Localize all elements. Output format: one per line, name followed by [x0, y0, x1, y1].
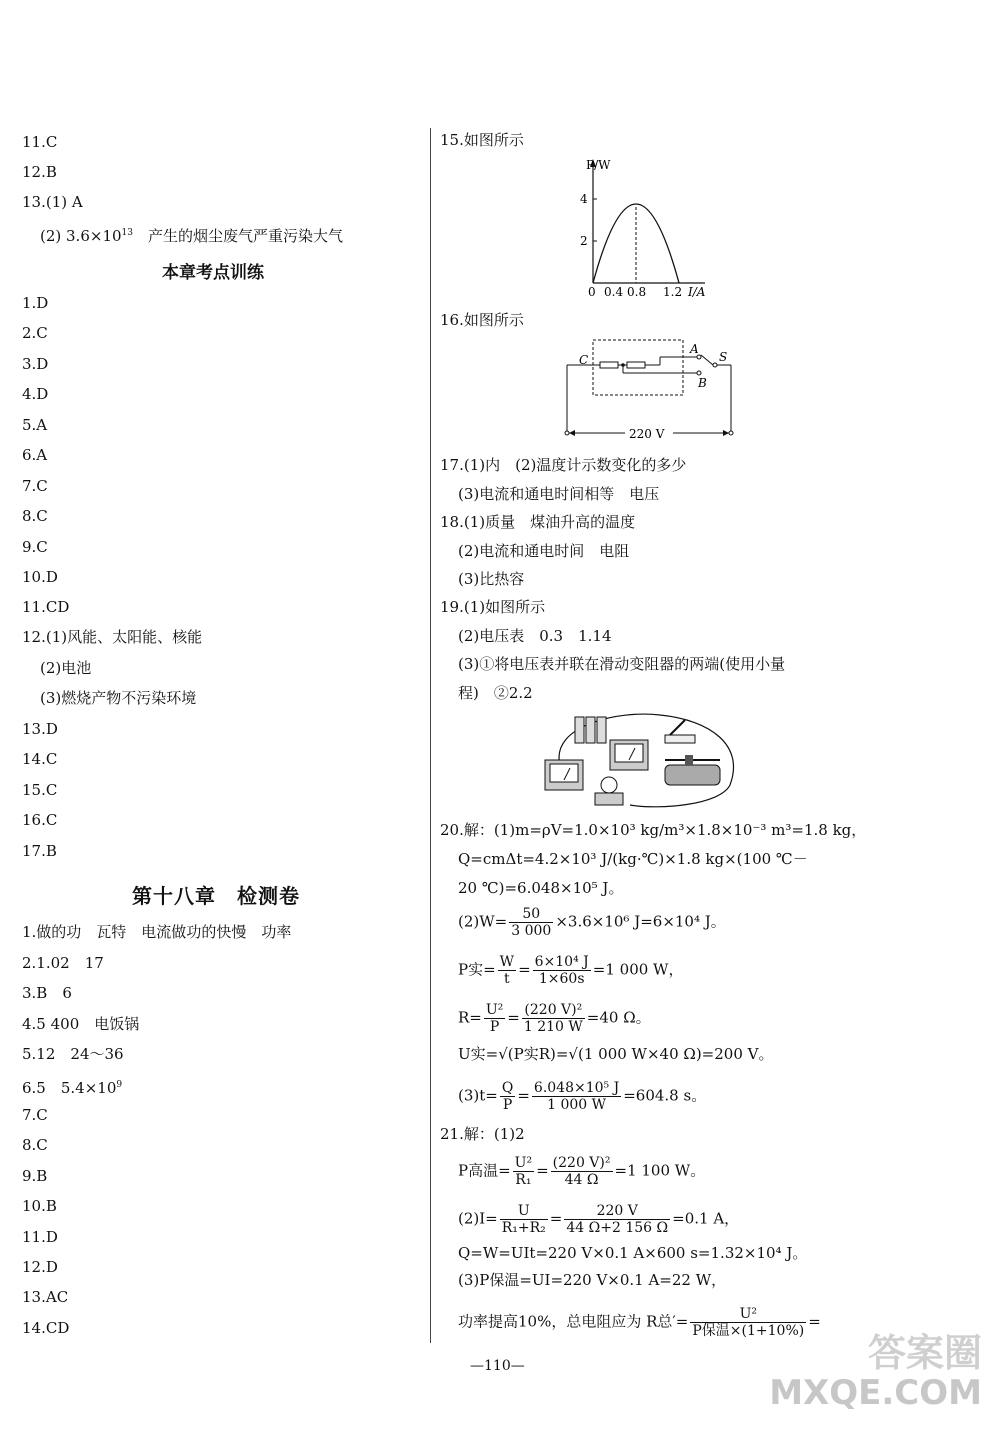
- x-tick-label: 0.8: [627, 285, 647, 299]
- y-tick-label: 2: [580, 234, 588, 248]
- solution-line-fraction: 功率提高10%，总电阻应为 R总′= $\frac{\text{U²}}{\text{P保温×(1+10\%)}}$ =: [458, 1306, 821, 1339]
- answer-line: 9.C: [22, 538, 48, 556]
- answer-line: 4.5 400 电饭锅: [22, 1015, 140, 1033]
- section-title: 本章考点训练: [162, 263, 264, 283]
- answer-line: (3)①将电压表并联在滑动变阻器的两端(使用小量: [458, 655, 786, 673]
- answer-line: 11.CD: [22, 598, 70, 616]
- answer-line: (2)电流和通电时间 电阻: [458, 542, 630, 560]
- answer-line: 13.AC: [22, 1288, 69, 1306]
- watermark-logo: 答案圈: [867, 1331, 982, 1375]
- power-current-graph: [580, 155, 730, 300]
- answer-line-q16: 16.如图所示: [440, 311, 524, 329]
- solution-line: U实=√(P实R)=√(1 000 W×40 Ω)=200 V。: [458, 1045, 774, 1063]
- answer-line: 11.D: [22, 1228, 58, 1246]
- answer-line: 10.D: [22, 568, 58, 586]
- answer-line: 13.(1) A: [22, 193, 83, 211]
- label-voltage: 220 V: [629, 427, 665, 441]
- resistor-2: [627, 362, 645, 368]
- answer-line: 15.C: [22, 781, 58, 799]
- answer-line: 12.B: [22, 163, 57, 181]
- answer-line: 12.D: [22, 1258, 58, 1276]
- apparatus-illustration: [540, 705, 750, 815]
- x-tick-label: 0: [588, 285, 596, 299]
- ammeter-icon: [545, 760, 583, 790]
- answer-line: 2.C: [22, 324, 48, 342]
- answer-line-q13-2: (2) $3.6\times 10^{13}$ 产生的烟尘废气严重污染大气: [40, 227, 343, 245]
- answer-line: 12.(1)风能、太阳能、核能: [22, 628, 203, 646]
- answer-line: 6.A: [22, 446, 48, 464]
- answer-line: 14.CD: [22, 1319, 70, 1337]
- label-b: B: [698, 376, 707, 390]
- answer-line: 13.D: [22, 720, 58, 738]
- solution-line-fraction: (2)W= $\frac{50}{3 000}$ ×3.6×10⁶ J=6×10⁴ J。: [458, 906, 726, 939]
- label-c: C: [579, 353, 589, 367]
- answer-line: 19.(1)如图所示: [440, 598, 546, 616]
- watermark-url: MXQE.COM: [769, 1373, 982, 1413]
- answer-line: 8.C: [22, 507, 48, 525]
- answer-line: (3)比热容: [458, 570, 525, 588]
- answer-line: (3)电流和通电时间相等 电压: [458, 485, 660, 503]
- answer-line: 程) ②2.2: [458, 684, 533, 702]
- chapter-title: 第十八章 检测卷: [132, 884, 300, 908]
- label-s: S: [719, 350, 728, 364]
- answer-line: 3.D: [22, 355, 49, 373]
- answer-line: 1.做的功 瓦特 电流做功的快慢 功率: [22, 923, 292, 941]
- switch-s: [701, 355, 713, 365]
- answer-line: 2.1.02 17: [22, 954, 104, 972]
- battery-pack-icon: [575, 717, 606, 743]
- answer-line: (3)燃烧产物不污染环境: [40, 689, 197, 707]
- terminal-b: [697, 371, 701, 375]
- answer-line: 10.B: [22, 1197, 57, 1215]
- solution-line: Q=W=UIt=220 V×0.1 A×600 s=1.32×10⁴ J。: [458, 1244, 808, 1262]
- y-axis-label: P/W: [586, 158, 611, 172]
- answer-line: 9.B: [22, 1167, 48, 1185]
- rheostat-icon: [665, 755, 720, 785]
- answer-line: 14.C: [22, 750, 58, 768]
- switch-icon: [665, 720, 695, 743]
- column-divider: [430, 128, 431, 1343]
- x-axis-label: I/A: [688, 285, 706, 299]
- solution-line-fraction: R= $\frac{\text{U²}}{P}$ = $\frac{\text{(220 V)²}}{1 210 W}$ =40 Ω。: [458, 1002, 651, 1035]
- answer-line: 18.(1)质量 煤油升高的温度: [440, 513, 636, 531]
- answer-line: (2)电压表 0.3 1.14: [458, 627, 612, 645]
- solution-line-fraction: P高温= $\frac{\text{U²}}{\text{R₁}}$ = $\frac{\text{(220 V)²}}{44 \Omega}$ =1 100 W。: [458, 1155, 706, 1188]
- x-tick-label: 0.4: [604, 285, 624, 299]
- answer-line: 8.C: [22, 1136, 48, 1154]
- page-number: —110—: [470, 1358, 525, 1374]
- answer-line: 11.C: [22, 133, 58, 151]
- x-tick-label: 1.2: [663, 285, 683, 299]
- solution-line-fraction: (3)t= $\frac{Q}{P}$ = $\frac{\text{6.048×10⁵ J}}{1 000 W}$ =604.8 s。: [458, 1080, 707, 1113]
- answer-line: 7.C: [22, 1106, 48, 1124]
- answer-line: 5.A: [22, 416, 48, 434]
- circuit-diagram: [555, 335, 755, 445]
- answer-line: 16.C: [22, 811, 58, 829]
- answer-line: 7.C: [22, 477, 48, 495]
- resistor-1: [600, 362, 618, 368]
- answer-line: 1.D: [22, 294, 49, 312]
- solution-line: 20.解：(1)m=ρV=1.0×10³ kg/m³×1.8×10⁻³ m³=1.8 kg，: [440, 821, 867, 839]
- y-tick-label: 4: [580, 192, 588, 206]
- solution-line-fraction: (2)I= $\frac{U}{\text{R₁+R₂}}$ = $\frac{220 V}{44 \Omega+2 156 \Omega}$ =0.1 A，: [458, 1203, 740, 1236]
- answer-line: 3.B 6: [22, 984, 72, 1002]
- voltmeter-icon: [610, 740, 648, 770]
- label-a: A: [690, 342, 699, 356]
- solution-line-fraction: P实= $\frac{W}{t}$ = $\frac{\text{6×10⁴ J}}{1\times 60s}$ =1 000 W，: [458, 954, 684, 987]
- answer-line: 4.D: [22, 385, 49, 403]
- solution-line: 21.解：(1)2: [440, 1125, 525, 1143]
- answer-line-q15: 15.如图所示: [440, 131, 524, 149]
- answer-line: (2)电池: [40, 659, 92, 677]
- solution-line: (3)P保温=UI=220 V×0.1 A=22 W，: [458, 1271, 727, 1289]
- solution-line: Q=cmΔt=4.2×10³ J/(kg·℃)×1.8 kg×(100 ℃－: [458, 850, 808, 868]
- solution-line: 20 ℃)=6.048×10⁵ J。: [458, 879, 624, 897]
- bulb-icon: [595, 777, 623, 805]
- answer-line-q6: 6.5 $5.4\times 10^9$: [22, 1079, 123, 1097]
- answer-line: 17.(1)内 (2)温度计示数变化的多少: [440, 456, 687, 474]
- answer-line: 5.12 24～36: [22, 1045, 124, 1063]
- answer-line: 17.B: [22, 842, 57, 860]
